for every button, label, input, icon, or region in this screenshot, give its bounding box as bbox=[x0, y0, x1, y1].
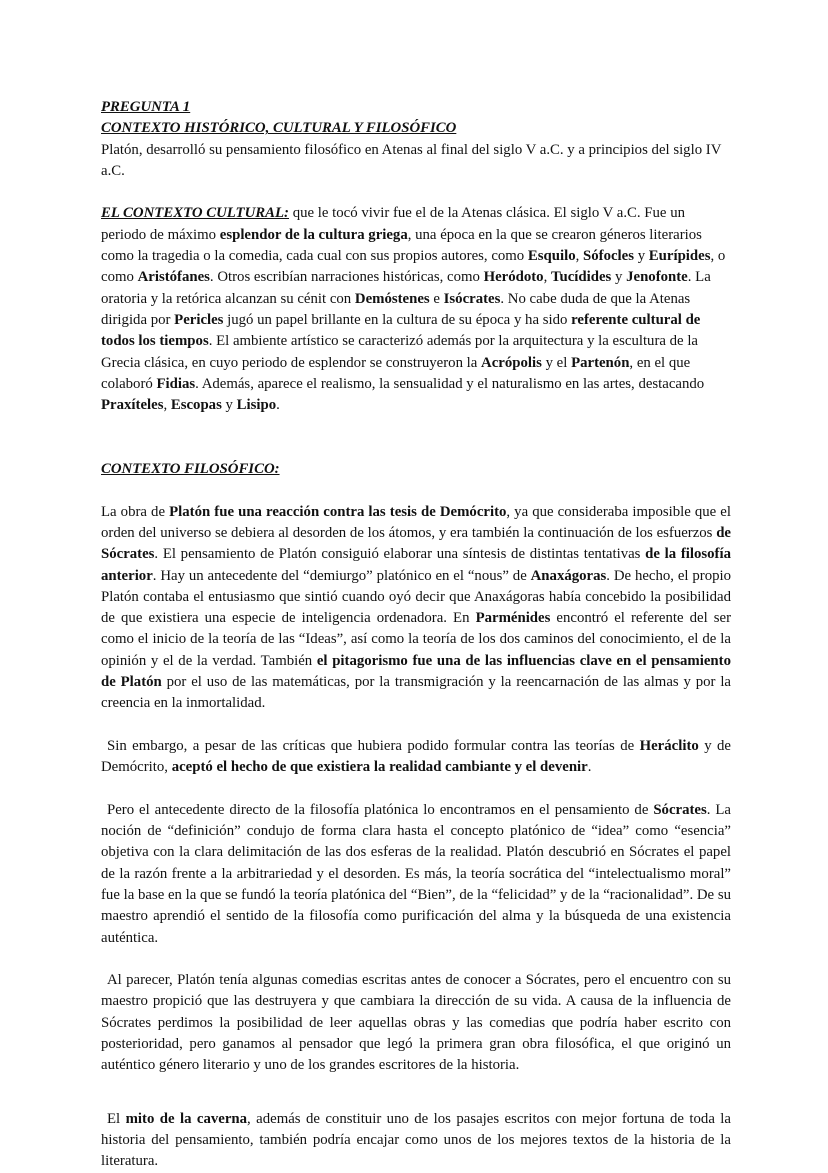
question-heading: PREGUNTA 1 bbox=[101, 99, 191, 115]
philosophical-heading: CONTEXTO FILOSÓFICO: bbox=[101, 461, 280, 478]
cultural-paragraph: EL CONTEXTO CULTURAL: que le tocó vivir fue el de la Atenas clásica. El siglo V a.C. Fue un periodo de máximo esplendor de la cultura griega, una época en la que se crearon géneros literarios como la tragedia o la comedia, cada cual con sus propios autores, como Esquilo, Sófocles y Eurípides, o como Aristófanes. Otros escribían narraciones históricas, como Heródoto, Tucídides y Jenofonte. La oratoria y la retórica alcanzan su cénit con Demóstenes e Isócrates. No cabe duda de que la Atenas dirigida por Pericles jugó un papel brillante en la cultura de su época y ha sido referente cultural de todos los tiempos. El ambiente artístico se caracterizó además por la arquitectura y la escultura de la Grecia clásica, en cuyo periodo de esplendor se construyeron la Acrópolis y el Partenón, en el que colaboró Fidias. Además, aparece el realismo, la sensualidad y el naturalismo en las artes, destacando Praxíteles, Escopas y Lisipo. bbox=[101, 205, 726, 414]
philosophical-paragraph-4: Al parecer, Platón tenía algunas comedias escritas antes de conocer a Sócrates, pero el encuentro con su maestro propició que las destruyera y que cambiara la dirección de su vida. A causa de la influencia de Sócrates perdimos la posibilidad de leer aquellas obras y las comedias que podría haber escrito con posterioridad, pero ganamos al pensador que legó la primera gran obra filosófica, el que originó un auténtico género literario y uno de los grandes escritores de la historia. bbox=[101, 972, 731, 1074]
philosophical-paragraph-1: La obra de Platón fue una reacción contra las tesis de Demócrito, ya que consideraba imposible que el orden del universo se debiera al desorden de los átomos, y era también la continuación de los esfuerzos de Sócrates. El pensamiento de Platón consiguió elaborar una síntesis de distintas tentativas de la filosofía anterior. Hay un antecedente del “demiurgo” platónico en el “nous” de Anaxágoras. De hecho, el propio Platón contaba el entusiasmo que sintió cuando oyó decir que Anaxágoras había concebido la posibilidad de que existiera una especie de inteligencia ordenadora. En Parménides encontró el referente del ser como el inicio de la teoría de las “Ideas”, así como la teoría de los dos caminos del conocimiento, el de la opinión y el de la verdad. También el pitagorismo fue una de las influencias clave en el pensamiento de Platón por el uso de las matemáticas, por la transmigración y la reencarnación de las almas y por la creencia en la inmortalidad. bbox=[101, 503, 731, 712]
philosophical-paragraph-3: Pero el antecedente directo de la filosofía platónica lo encontramos en el pensamiento de Sócrates. La noción de “definición” condujo de forma clara hasta el concepto platónico de “idea” como “esencia” objetiva con la clara delimitación de las dos esferas de la realidad. Platón descubrió en Sócrates el papel de la razón frente a la arbitrariedad y el desorden. Es más, la teoría socrática del “intelectualismo moral” fue la base en la que se fundó la teoría platónica del “Bien”, de la “felicidad” y de la “racionalidad”. De su maestro aprendió el sentido de la filosofía como purificación del alma y la búsqueda de una existencia auténtica. bbox=[101, 801, 731, 946]
philosophical-paragraph-5: El mito de la caverna, además de constituir uno de los pasajes escritos con mejor fortuna de toda la historia del pensamiento, también podría encajar como unos de los mejores textos de la historia de la literatura. bbox=[101, 1110, 731, 1170]
section-heading-context: CONTEXTO HISTÓRICO, CULTURAL Y FILOSÓFICO bbox=[101, 120, 457, 137]
cultural-heading: EL CONTEXTO CULTURAL: bbox=[101, 205, 289, 222]
philosophical-paragraph-2: Sin embargo, a pesar de las críticas que hubiera podido formular contra las teorías de Heráclito y de Demócrito, aceptó el hecho de que existiera la realidad cambiante y el devenir. bbox=[101, 737, 731, 776]
intro-paragraph: Platón, desarrolló su pensamiento filosófico en Atenas al final del siglo V a.C. y a principios del siglo IV a.C. bbox=[101, 141, 722, 179]
document-page bbox=[101, 97, 731, 1173]
